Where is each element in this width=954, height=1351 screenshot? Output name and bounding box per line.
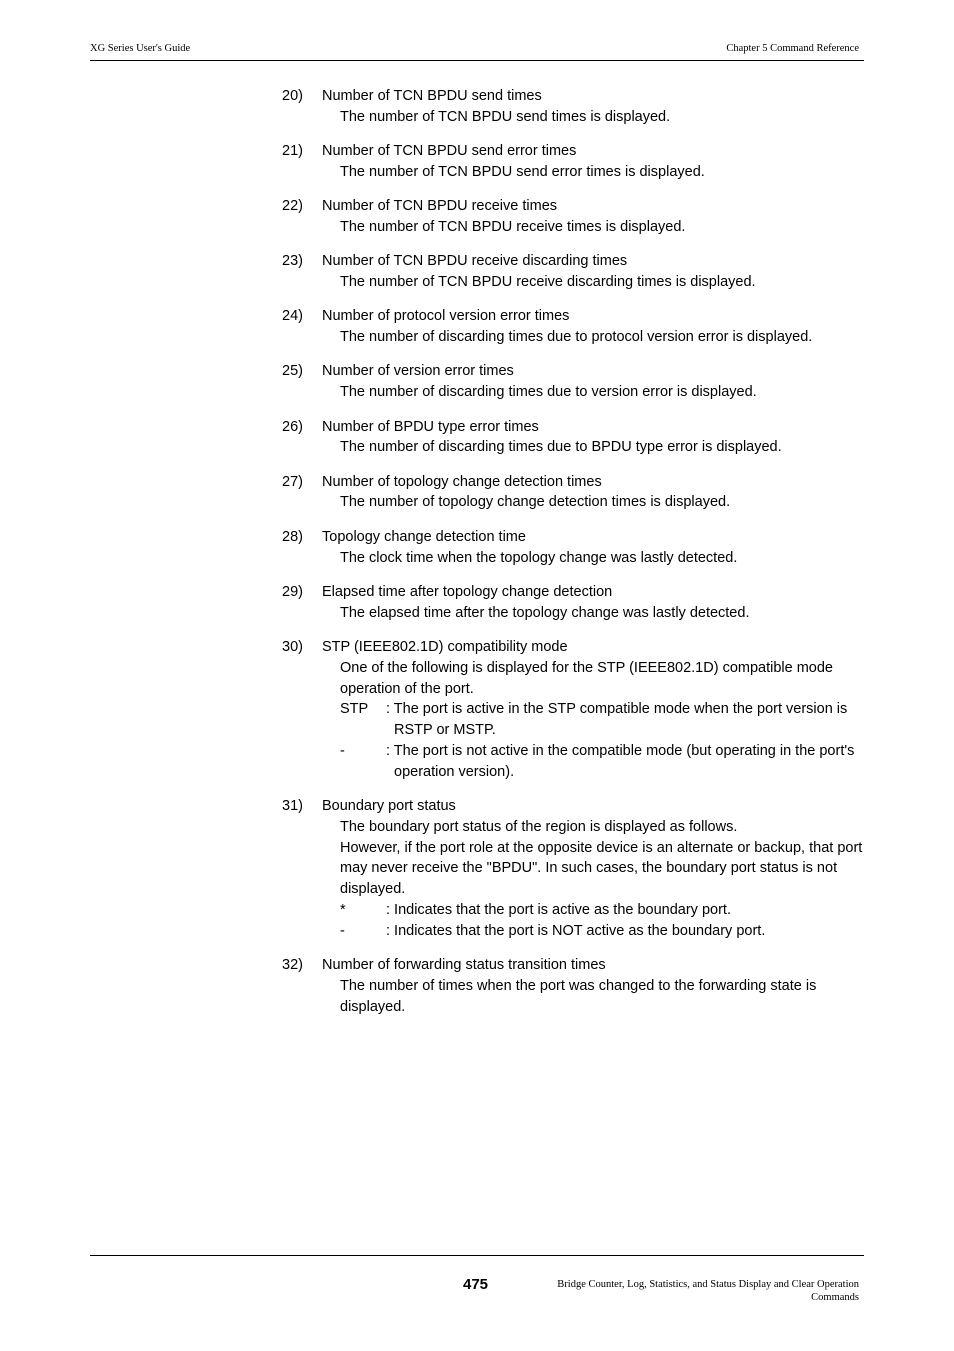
item-heading xyxy=(282,796,872,817)
item-heading xyxy=(282,361,872,382)
item-title: STP (IEEE802.1D) compatibility mode xyxy=(322,638,568,655)
list-item xyxy=(282,955,872,1017)
value-definition xyxy=(282,699,872,741)
item-description: The number of TCN BPDU receive discarding times is displayed. xyxy=(340,274,756,291)
item-number: 31) xyxy=(282,798,303,815)
list-item xyxy=(282,251,872,293)
item-description: The number of discarding times due to version error is displayed. xyxy=(340,384,757,401)
value-meaning: : Indicates that the port is NOT active as the boundary port. xyxy=(386,922,766,939)
item-description: The clock time when the topology change was lastly detected. xyxy=(340,549,738,566)
item-title: Number of protocol version error times xyxy=(322,308,570,325)
item-description: The number of discarding times due to BPDU type error is displayed. xyxy=(340,439,782,456)
item-number: 21) xyxy=(282,143,303,160)
item-number: 29) xyxy=(282,583,303,600)
list-item xyxy=(282,527,872,569)
item-heading xyxy=(282,196,872,217)
item-title: Boundary port status xyxy=(322,798,456,815)
list-item xyxy=(282,86,872,128)
item-title: Number of TCN BPDU send error times xyxy=(322,143,577,160)
list-item xyxy=(282,796,872,942)
item-heading xyxy=(282,306,872,327)
value-meaning: : Indicates that the port is active as the boundary port. xyxy=(386,902,731,918)
list-item xyxy=(282,417,872,459)
item-number: 24) xyxy=(282,308,303,325)
item-description: The number of topology change detection times is displayed. xyxy=(340,494,731,511)
item-number: 28) xyxy=(282,528,303,545)
item-title: Number of TCN BPDU receive times xyxy=(322,198,558,215)
value-meaning: : The port is not active in the compatible mode (but operating in the port's operation version). xyxy=(386,742,855,780)
item-number: 27) xyxy=(282,473,303,490)
item-number: 20) xyxy=(282,88,303,104)
footer-section-line: Commands xyxy=(811,1292,859,1303)
value-definition xyxy=(282,921,872,942)
item-title: Number of TCN BPDU send times xyxy=(322,88,542,104)
item-heading xyxy=(282,86,872,107)
item-heading xyxy=(282,955,872,976)
header-rule xyxy=(90,60,864,61)
item-description: The number of times when the port was changed to the forwarding state is displayed. xyxy=(340,977,817,1015)
value-key: - xyxy=(340,922,345,939)
page-number: 475 xyxy=(463,1276,489,1293)
item-title: Number of version error times xyxy=(322,363,514,380)
value-definition xyxy=(282,900,872,921)
item-description: The boundary port status of the region is displayed as follows. xyxy=(340,818,738,835)
item-description: The elapsed time after the topology change was lastly detected. xyxy=(340,604,750,621)
footer-rule xyxy=(90,1255,864,1256)
item-title: Number of topology change detection times xyxy=(322,473,602,490)
list-item xyxy=(282,637,872,783)
value-key: STP xyxy=(340,701,369,718)
item-heading xyxy=(282,417,872,438)
value-meaning: : The port is active in the STP compatible mode when the port version is RSTP or MSTP. xyxy=(386,701,848,739)
value-key: - xyxy=(340,742,345,759)
item-number: 22) xyxy=(282,198,303,215)
item-description: The number of TCN BPDU receive times is displayed. xyxy=(340,218,686,235)
running-header-title: XG Series User's Guide xyxy=(90,43,191,54)
item-list xyxy=(282,86,872,1031)
item-title: Number of TCN BPDU receive discarding times xyxy=(322,253,628,270)
value-key: * xyxy=(340,902,346,918)
item-description: The number of TCN BPDU send times is displayed. xyxy=(340,108,671,125)
running-header-chapter: Chapter 5 Command Reference xyxy=(726,43,859,54)
item-heading xyxy=(282,582,872,603)
item-heading xyxy=(282,637,872,658)
list-item xyxy=(282,196,872,238)
item-number: 32) xyxy=(282,957,303,974)
item-title: Number of BPDU type error times xyxy=(322,418,539,435)
item-description: However, if the port role at the opposite device is an alternate or backup, that port may never receive the "BPDU". In such cases, the boundary port status is not displayed. xyxy=(340,839,863,898)
item-number: 30) xyxy=(282,638,303,655)
item-number: 26) xyxy=(282,418,303,435)
item-description: One of the following is displayed for the STP (IEEE802.1D) compatible mode operation of the port. xyxy=(340,659,833,697)
list-item xyxy=(282,361,872,403)
item-title: Number of forwarding status transition times xyxy=(322,957,606,974)
list-item xyxy=(282,141,872,183)
list-item xyxy=(282,306,872,348)
footer-section-title xyxy=(479,1278,859,1304)
value-definition xyxy=(282,741,872,783)
item-heading xyxy=(282,472,872,493)
item-description: The number of TCN BPDU send error times is displayed. xyxy=(340,163,705,180)
item-description: The number of discarding times due to protocol version error is displayed. xyxy=(340,329,813,346)
footer-section-line: Bridge Counter, Log, Statistics, and Status Display and Clear Operation xyxy=(557,1279,859,1290)
item-number: 23) xyxy=(282,253,303,270)
item-heading xyxy=(282,527,872,548)
item-heading xyxy=(282,141,872,162)
list-item xyxy=(282,582,872,624)
item-heading xyxy=(282,251,872,272)
item-title: Elapsed time after topology change detection xyxy=(322,583,613,600)
item-number: 25) xyxy=(282,363,303,380)
list-item xyxy=(282,472,872,514)
item-title: Topology change detection time xyxy=(322,528,526,545)
